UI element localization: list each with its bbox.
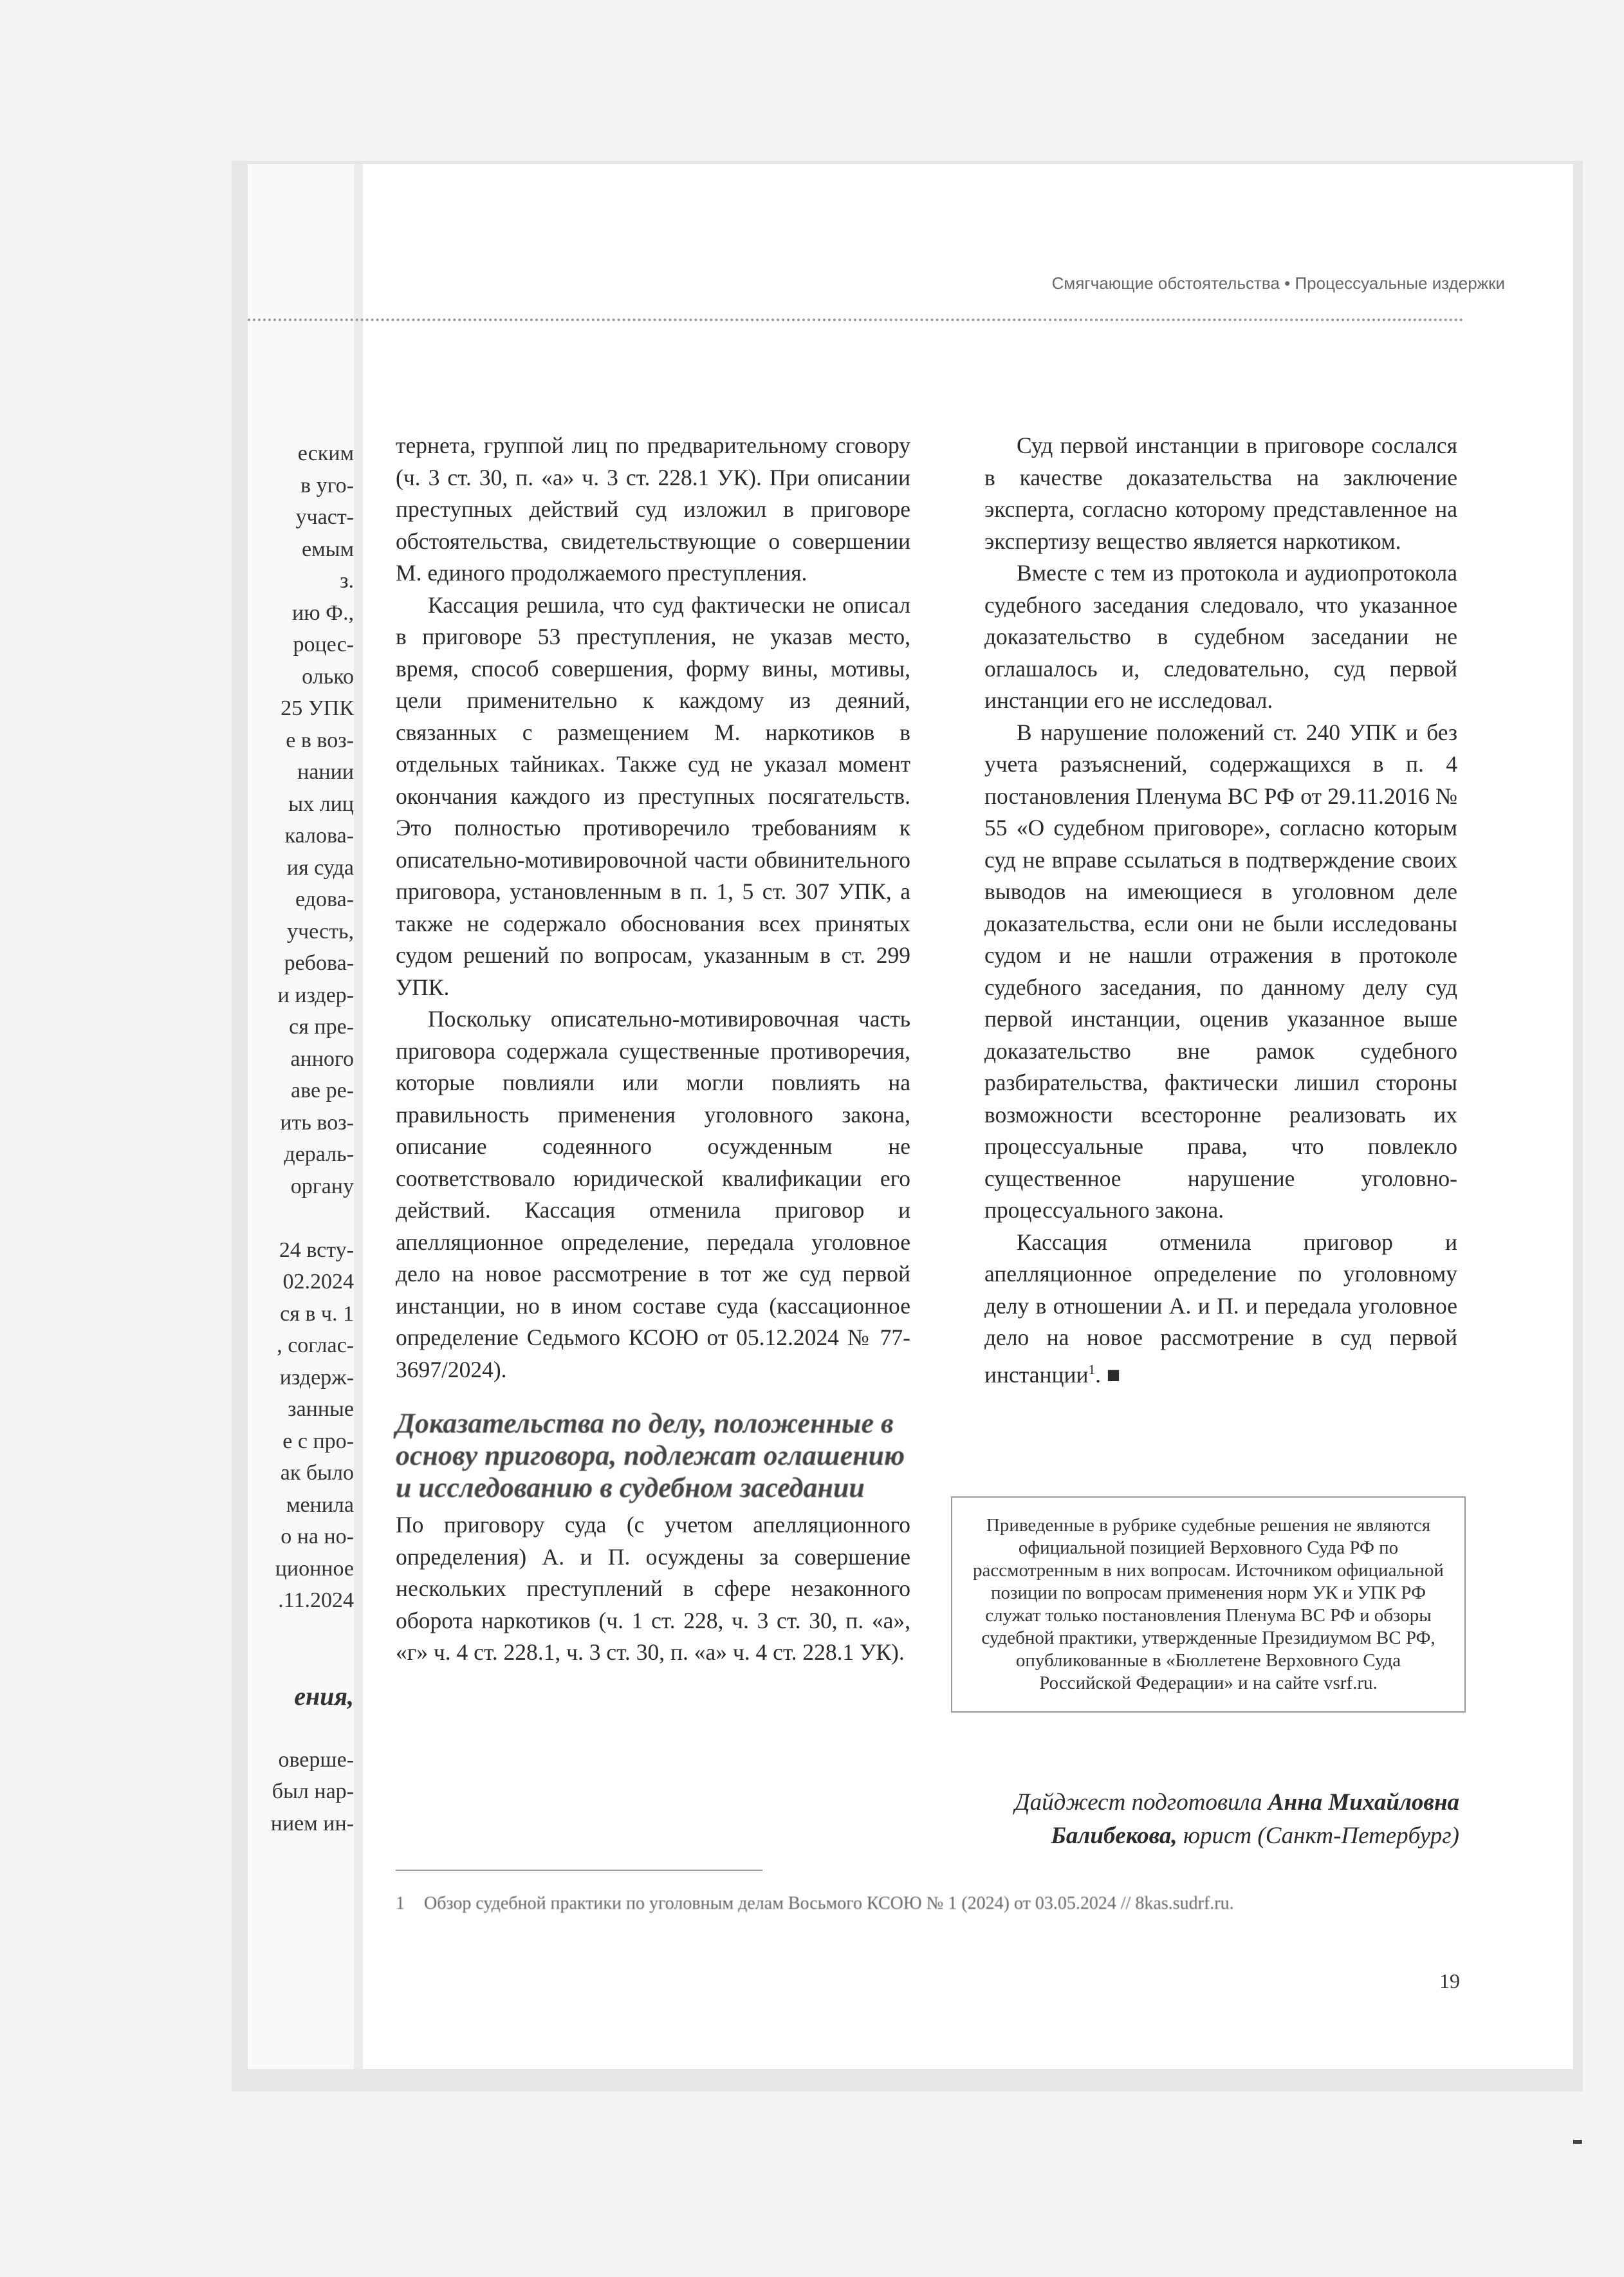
margin-fragment: едова- [295,888,354,911]
digest-suffix: юрист (Санкт-Петербург) [1177,1823,1459,1849]
margin-fragment: з. [340,569,354,593]
margin-fragment: ения, [294,1681,354,1711]
margin-fragment: ся пре- [289,1015,354,1039]
footnote-ref: 1 [1088,1361,1096,1377]
section-subheading: Доказательства по делу, положенные в основу приговора, подлежат оглашению и исследованию в судебном заседании [396,1408,905,1503]
margin-fragment: калова- [284,824,354,848]
margin-fragment: в уго- [300,473,354,497]
previous-page-edge [248,164,363,2069]
header-divider [248,319,1464,321]
margin-fragment: анного [290,1046,354,1071]
footnote-divider [396,1870,762,1871]
scan-mark [1573,2140,1582,2144]
margin-fragment: оверше- [278,1747,354,1772]
margin-fragment: менила [286,1492,354,1517]
paragraph: Кассация решила, что суд фактически не описал в приговоре 53 преступления, не указав место, время, способ совершения, форму вины, мотивы, цели применительно к каждому из деяний, связанных с размещением М. наркотиков в отдельных тайниках. Также суд не указал момент окончания каждого из преступных посягательств. Это полностью противоречило требованиям к описательно-мотивировочной части обвинительного приговора, установленным в п. 1, 5 ст. 307 УПК, а также не содержало обоснования всех принятых судом решений по вопросам, указанным в ст. 299 УПК. [396,591,910,1000]
text-column-left [396,430,910,1669]
margin-fragment: участ- [295,505,354,529]
margin-fragment: ию Ф., [292,600,354,625]
margin-fragment: 02.2024 [282,1270,354,1294]
paragraph: По приговору суда (с учетом апелляционного определения) А. и П. осуждены за совершение нескольких преступлений в сфере незаконного оборота наркотиков (ч. 1 ст. 228, ч. 3 ст. 30, п. «а», «г» ч. 4 ст. 228.1, ч. 3 ст. 30, п. «а» ч. 4 ст. 228.1 УК). [396,1512,910,1665]
margin-fragment: е с про- [282,1429,354,1453]
paragraph: В нарушение положений ст. 240 УПК и без учета разъяснений, содержащихся в п. 4 постановления Пленума ВС РФ от 29.11.2016 № 55 «О судебном приговоре», согласно которым суд не вправе ссылаться в подтверждение своих выводов на имеющиеся в уголовном деле доказательства, если они не были исследованы судом и не нашли отражения в протоколе судебного заседания, по данному делу суд первой инстанции, оценив указанное выше доказательство вне рамок судебного разбирательства, фактически лишил стороны возможности всесторонне реализовать их процессуальные права, что повлекло существенное нарушение уголовно-процессуального закона. [984,719,1457,1223]
paragraph: тернета, группой лиц по предварительному сговору (ч. 3 ст. 30, п. «а» ч. 3 ст. 228.1 УК). При описании преступных действий суд изложил в приговоре обстоятельства, свидетельствующие о совершении М. единого продолжаемого преступления. [396,432,910,586]
margin-fragment: 25 УПК [281,696,354,720]
margin-fragment: .11.2024 [278,1588,354,1612]
digest-prefix: Дайджест подготовила [1015,1789,1268,1816]
footnote-text: Обзор судебной практики по уголовным делам Восьмого КСОЮ № 1 (2024) от 03.05.2024 // 8kas.sudrf.ru. [424,1893,1234,1913]
margin-fragment: , соглас- [277,1334,354,1357]
margin-fragment: еским [297,441,354,465]
paragraph-final [984,1227,1457,1391]
margin-fragment: роцес- [293,633,354,656]
margin-fragment: был нар- [272,1780,354,1803]
margin-fragment: нием ин- [270,1811,354,1836]
margin-fragment: ить воз- [280,1110,354,1135]
margin-fragment: дераль- [284,1142,354,1166]
margin-fragment: и издер- [277,983,354,1007]
footnote [396,1893,1490,1914]
margin-fragment: ребова- [284,951,354,975]
margin-fragment: ых лиц [288,792,354,816]
margin-fragment: аве ре- [291,1079,354,1102]
margin-fragment: издерж- [279,1365,354,1389]
end-mark: . ■ [1095,1361,1121,1388]
paragraph: Поскольку описательно-мотивировочная часть приговора содержала существенные противоречия, которые повлияли или могли повлиять на правильность применения уголовного закона, описание содеянного осужденным не соответствовало юридической квалификации его действий. Кассация отменила приговор и апелляционное определение, передала уголовное дело на новое рассмотрение в тот же суд первой инстанции, но в ином составе суда (кассационное определение Седьмого КСОЮ от 05.12.2024 № 77-3697/2024). [396,1006,910,1382]
margin-fragment: занные [288,1397,354,1421]
paragraph: Вместе с тем из протокола и аудиопротокола судебного заседания следовало, что указанное доказательство в судебном заседании не оглашалось и, следовательно, суд первой инстанции его не исследовал. [984,560,1457,713]
text-column-right [984,430,1457,1391]
margin-fragment: олько [302,664,354,689]
margin-fragment: органу [290,1174,354,1198]
margin-fragment: е в воз- [286,728,354,752]
disclaimer-box: Приведенные в рубрике судебные решения не являются официальной позицией Верховного Суда РФ по рассмотренным в них вопросам. Источником официальной позиции по вопросам применения норм УК и УПК РФ служат только постановления Пленума ВС РФ и обзоры судебной практики, утвержденные Президиумом ВС РФ, опубликованные в «Бюллетене Верховного Суда Российской Федерации» и на сайте vsrf.ru. [951,1496,1466,1713]
digest-author: Анна Михайловна Балибекова, [1051,1789,1459,1849]
margin-fragment: учесть, [287,919,354,943]
digest-credit [951,1786,1459,1853]
footnote-number: 1 [396,1893,405,1913]
margin-fragment: нании [297,760,354,784]
margin-fragment: 24 всту- [279,1238,354,1262]
margin-fragment: ак было [280,1461,354,1485]
margin-fragment: ционное [275,1556,354,1581]
margin-fragment: ся в ч. 1 [280,1301,354,1326]
running-head: Смягчающие обстоятельства • Процессуальные издержки [1051,274,1505,293]
margin-fragment: о на но- [281,1525,354,1548]
page-number: 19 [1439,1969,1460,1993]
margin-fragment: ия суда [286,855,354,880]
paragraph: Суд первой инстанции в приговоре сослался в качестве доказательства на заключение эксперта, согласно которому представленное на экспертизу вещество является наркотиком. [984,432,1457,554]
paragraph-text: Кассация отменила приговор и апелляционное определение по уголовному делу в отношении А. и П. и передала уголовное дело на новое рассмотрение в суд первой инстанции [984,1229,1457,1388]
margin-fragment: емым [302,537,354,561]
